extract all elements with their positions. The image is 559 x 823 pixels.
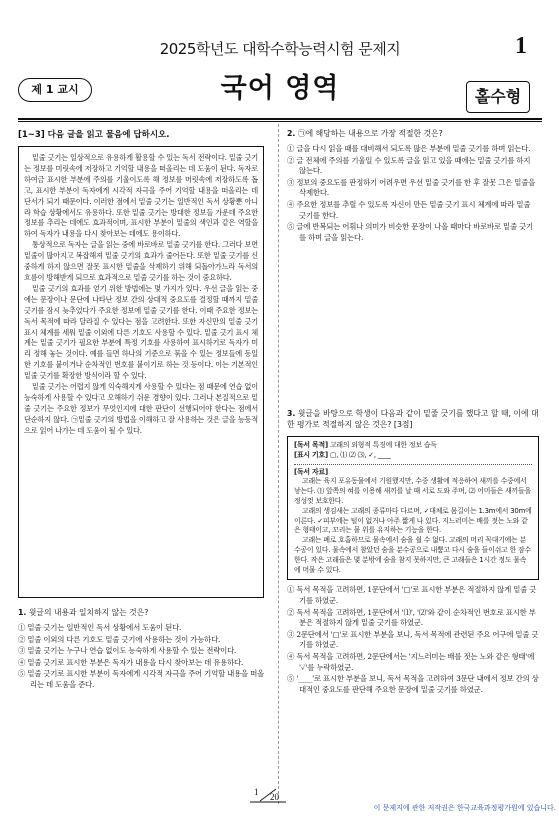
question-1 <box>18 607 268 692</box>
material-paragraph: 고래의 생김새는 고래의 종류마다 다르며, ✓대체로 몸길이는 1.3m에서 30m에 이른다. ✓피부에는 털이 없거나 아주 짧게 나 있다. 지느러미는 배를 젓는 노와 같은 형태이고, 꼬리는 물 위를 유지하는 기능을 한다. <box>294 506 532 535</box>
answer-option[interactable]: ② 글 전체에 주의를 기울일 수 있도록 글을 읽고 있을 때에는 밑줄 긋기를 하지 않는다. <box>287 155 531 176</box>
page-number: 1 <box>515 33 527 59</box>
answer-option[interactable]: ⑤ '____'로 표시한 부분을 보니, 독서 목적을 고려하여 3문단 내에서 정보 간의 상대적인 중요도를 판단해 주요한 문장에 밑줄 긋기를 하였군. <box>287 674 539 694</box>
passage-paragraph: 밑줄 긋기의 효과를 얻기 위한 방법에는 몇 가지가 있다. 우선 글을 읽는 중에는 문장이나 문단에 나타난 정보 간의 상대적 중요도를 결정할 때까지 밑줄 긋기를 잠시 늦추었다가 주요한 정보에 밑줄 긋기를 한다. 이때 주요한 정보는 독서 목적에 따라 달라질 수 있다는 점을 고려한다. 또한 자신만의 밑줄 긋기 표시 체계를 세워 밑줄 이외에 다른 기호도 사용할 수 있다. 밑줄 긋기 표시 체계는 밑줄 긋기가 필요한 부분에 특정 기호를 사용하여 표시하기로 독자가 미리 정해 놓는 것이다. 예를 들면 하나의 기준으로 묶을 수 있는 정보들에 동일한 기호를 붙이거나 순차적인 번호를 붙이기로 하는 것 등이다. 이는 기본적인 밑줄 긋기를 확장한 방식이라 할 수 있다. <box>24 283 258 381</box>
purpose-text: 고래의 외형적 특징에 대한 정보 습득 <box>329 441 437 449</box>
system-label: [표시 기호] <box>294 450 328 459</box>
question-2 <box>287 128 539 244</box>
system-text: ▢, ⑴ ⑵ ⑶, ✓, ____ <box>329 450 391 459</box>
header-rule <box>18 118 542 120</box>
passage-paragraph: 통상적으로 독자는 글을 읽는 중에 바로바로 밑줄 긋기를 한다. 그러다 보면 밑줄이 많아지고 복잡해져 밑줄 긋기의 효과가 줄어든다. 또한 밑줄 긋기를 신중하게 하지 않으면 잘못 표시한 밑줄을 삭제하기 위해 되돌아가느라 독서의 흐름이 방해받게 되므로 효과적으로 밑줄 긋기를 하는 것이 중요하다. <box>24 240 258 282</box>
reading-passage <box>18 146 264 598</box>
column-divider <box>278 124 279 804</box>
answer-option[interactable]: ④ 독서 목적을 고려하면, 2문단에서는 '지느러미는 배를 젓는 노와 같은 형태'에 '✓'를 누락하였군. <box>287 651 535 672</box>
answer-option[interactable]: ③ 밑줄 긋기는 누구나 연습 없이도 능숙하게 사용할 수 있는 전략이다. <box>18 646 237 656</box>
exam-type-box: 홀수형 <box>466 81 530 113</box>
exam-title: 2025학년도 대학수학능력시험 문제지 <box>159 40 401 58</box>
footer-page-total: 20 <box>270 792 279 802</box>
answer-option[interactable]: ⑤ 글에 반복되는 어휘나 의미가 비슷한 문장이 나올 때마다 바로바로 밑줄 긋기를 하며 글을 읽는다. <box>287 222 533 242</box>
purpose-label: [독서 목적] <box>294 441 328 449</box>
subject-title: 국어 영역 <box>220 73 340 104</box>
question-stem: 윗글의 내용과 일치하지 않는 것은? <box>28 608 149 617</box>
footer-page-current: 1 <box>254 787 259 797</box>
answer-option[interactable]: ③ 2문단에서 '▢'로 표시한 부분을 보니, 독서 목적에 관련된 주요 어구에 밑줄 긋기를 하였군. <box>287 629 539 650</box>
session-badge: 제 1 교시 <box>18 78 92 102</box>
passage-paragraph: 밑줄 긋기는 어렵지 않게 익숙해지게 사용할 수 있다는 점 때문에 연습 없이 능숙하게 사용할 수 있다고 오해하기 쉬운 경향이 있다. 그러나 본질적으로 밑줄 긋기는 주요한 정보가 무엇인지에 대한 판단이 선행되어야 한다는 점에서 단순하지 않다. ㉠밑줄 긋기의 방법을 이해하고 잘 사용하는 것은 글을 능동적으로 읽어 나가는 데 도움이 될 수 있다. <box>24 382 258 435</box>
copyright-notice: 이 문제지에 관한 저작권은 한국교육과정평가원에 있습니다. <box>373 804 556 812</box>
footer-page-indicator <box>246 787 290 803</box>
material-paragraph: 고래는 육지 포유동물에서 기원했지만, 수중 생활에 적응하여 새끼를 수중에서 낳는다. ⑴ 앞쪽의 혀를 이용해 새끼를 날 때 서로 도와 주며, ⑵ 어미들은 새끼들을 정성껏 보호한다. <box>294 477 531 505</box>
passage-paragraph: 밑줄 긋기는 일상적으로 유용하게 활용할 수 있는 독서 전략이다. 밑줄 긋기는 정보를 미릿속에 저장하고 기억할 내용을 떠올리는 데 도움이 된다. 독자로 하여금 표시한 부분에 주의를 기울이도록 해 정보를 머릿속에 저장하도록 돕고, 표시한 부분이 독자에게 시각적 자극을 주어 기억할 내용을 떠올리는 데 단서가 되기 때문이다. 이러한 점에서 밑줄 긋기는 일반적인 독서 상황뿐 아니라 학습 상황에서도 유용하다. 또한 밑줄 긋기는 방대한 정보들 가운데 주요한 정보를 추리는 데에도 효과적이며, 표시한 부분이 밑줄의 색인과 같은 역할을 하여 독자가 내용을 다시 찾아보는 데에도 용이하다. <box>24 153 258 239</box>
box-divider <box>294 464 532 465</box>
answer-option[interactable]: ① 밑줄 긋기는 일반적인 독서 상황에서 도움이 된다. <box>18 623 182 632</box>
answer-option[interactable]: ① 글을 다시 읽을 때를 대비해서 되도록 많은 부분에 밑줄 긋기를 하며 읽는다. <box>287 144 531 153</box>
answer-option[interactable]: ④ 밑줄 긋기로 표시한 부분은 독자가 내용을 다시 찾아보는 데 유용하다. <box>18 657 244 667</box>
question-number: 1. <box>18 608 27 617</box>
example-box <box>287 436 539 580</box>
question-stem: 윗글을 바탕으로 학생이 다음과 같이 밑줄 긋기를 했다고 할 때, 이에 대한 평가로 적절하지 않은 것은? [3점] <box>287 409 539 429</box>
answer-option[interactable]: ④ 주요한 정보를 추릴 수 있도록 자신이 만든 밑줄 긋기 표시 체계에 따라 밑줄 긋기를 한다. <box>287 199 531 220</box>
page-slash-icon <box>246 787 290 803</box>
answer-option[interactable]: ② 밑줄 이외의 다른 기호도 밑줄 긋기에 사용하는 것이 가능하다. <box>18 634 221 644</box>
question-stem: ㉠에 해당하는 내용으로 가장 적절한 것은? <box>297 129 443 138</box>
answer-option[interactable]: ① 독서 목적을 고려하면, 1문단에서 '▢'로 표시한 부분은 적절하지 않게 밑줄 긋기를 하였군. <box>287 585 537 605</box>
question-number: 2. <box>287 129 296 138</box>
instruction: [1~3] 다음 글을 읽고 물음에 답하시오. <box>18 130 170 140</box>
answer-option[interactable]: ③ 정보의 중요도를 판정하기 어려우면 우선 밑줄 긋기를 한 후 잘못 그은 밑줄을 삭제한다. <box>287 177 536 198</box>
answer-option[interactable]: ② 독서 목적을 고려하면, 1문단에서 '⑴', '⑵'와 같이 순차적인 번호로 표시한 부분은 적절하지 않게 밑줄 긋기를 하였군. <box>287 607 536 628</box>
answer-option[interactable]: ⑤ 밑줄 긋기로 표시한 부분이 독자에게 시각적 자극을 주어 기억할 내용을 떠올리는 데 도움을 준다. <box>18 669 264 689</box>
question-number: 3. <box>287 409 296 418</box>
material-label: [독서 자료] <box>294 467 328 476</box>
header-rule-thin <box>18 121 542 122</box>
material-paragraph: 고래는 폐로 호흡하므로 물속에서 숨을 쉴 수 없다. 고래의 머리 꼭대기에는 분수공이 있다. 물속에서 참았던 숨을 분수공으로 내뿜고 다시 숨을 들이쉬고 한 잠수한다. 작은 고래들은 몇 분밖에 숨을 참지 못하지만, 큰 고래들은 1시간 정도 물속에 머물 수 있다. <box>294 536 531 574</box>
question-3 <box>287 408 539 696</box>
